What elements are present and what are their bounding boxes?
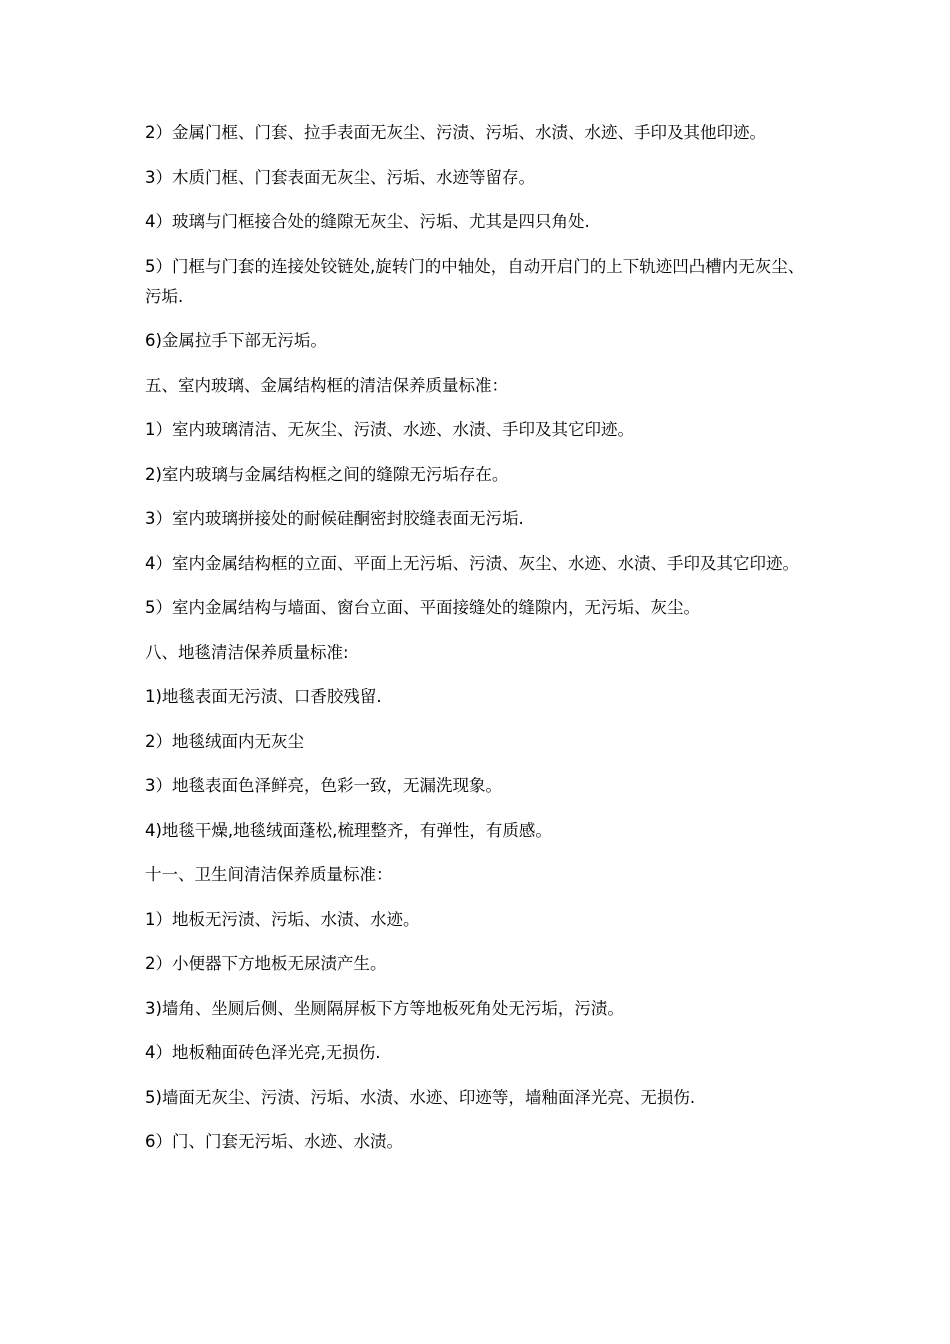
list-item-glass-frame-gap: 2)室内玻璃与金属结构框之间的缝隙无污垢存在。	[145, 464, 509, 484]
list-item-carpet-dry: 4)地毯干燥,地毯绒面蓬松,梳理整齐，有弹性，有质感。	[145, 820, 552, 840]
list-item-metal-door-frame: 2）金属门框、门套、拉手表面无灰尘、污渍、污垢、水渍、水迹、手印及其他印迹。	[145, 123, 766, 142]
document-body	[145, 118, 810, 1172]
list-item-carpet-stains: 1)地毯表面无污渍、口香胶残留.	[145, 687, 382, 706]
list-item-wall-joint: 5）室内金属结构与墙面、窗台立面、平面接缝处的缝隙内，无污垢、灰尘。	[145, 598, 700, 617]
list-item-carpet-dust: 2）地毯绒面内无灰尘	[145, 731, 304, 751]
list-item-urinal-floor: 2）小便器下方地板无尿渍产生。	[145, 954, 387, 973]
section-heading-indoor-glass: 五、室内玻璃、金属结构框的清洁保养质量标准：	[145, 375, 508, 395]
list-item-glass-joint: 4）玻璃与门框接合处的缝隙无灰尘、污垢、尤其是四只角处.	[145, 212, 590, 231]
list-item-floor-tiles: 4）地板釉面砖色泽光亮,无损伤.	[145, 1043, 381, 1062]
list-item-door: 6）门、门套无污垢、水迹、水渍。	[145, 1132, 403, 1151]
list-item-indoor-glass-clean: 1）室内玻璃清洁、无灰尘、污渍、水迹、水渍、手印及其它印迹。	[145, 420, 634, 439]
section-heading-carpet: 八、地毯清洁保养质量标准:	[145, 642, 349, 662]
list-item-hinge: 5）门框与门套的连接处铰链处,旋转门的中轴处，自动开启门的上下轨迹凹凸槽内无灰尘、污垢.	[145, 256, 805, 306]
list-item-metal-frame-surface: 4）室内金属结构框的立面、平面上无污垢、污渍、灰尘、水迹、水渍、手印及其它印迹。	[145, 553, 799, 573]
list-item-wood-door-frame: 3）木质门框、门套表面无灰尘、污垢、水迹等留存。	[145, 167, 535, 187]
list-item-floor-corners: 3)墙角、坐厕后侧、坐厕隔屏板下方等地板死角处无污垢，污渍。	[145, 998, 624, 1018]
list-item-carpet-color: 3）地毯表面色泽鲜亮，色彩一致，无漏洗现象。	[145, 776, 502, 795]
list-item-wall-surface: 5)墙面无灰尘、污渍、污垢、水渍、水迹、印迹等，墙釉面泽光亮、无损伤.	[145, 1087, 696, 1107]
list-item-sealant: 3）室内玻璃拼接处的耐候硅酮密封胶缝表面无污垢.	[145, 509, 524, 528]
section-heading-restroom: 十一、卫生间清洁保养质量标准：	[145, 865, 393, 884]
list-item-metal-handle: 6)金属拉手下部无污垢。	[145, 331, 327, 350]
list-item-floor-clean: 1）地板无污渍、污垢、水渍、水迹。	[145, 909, 420, 929]
